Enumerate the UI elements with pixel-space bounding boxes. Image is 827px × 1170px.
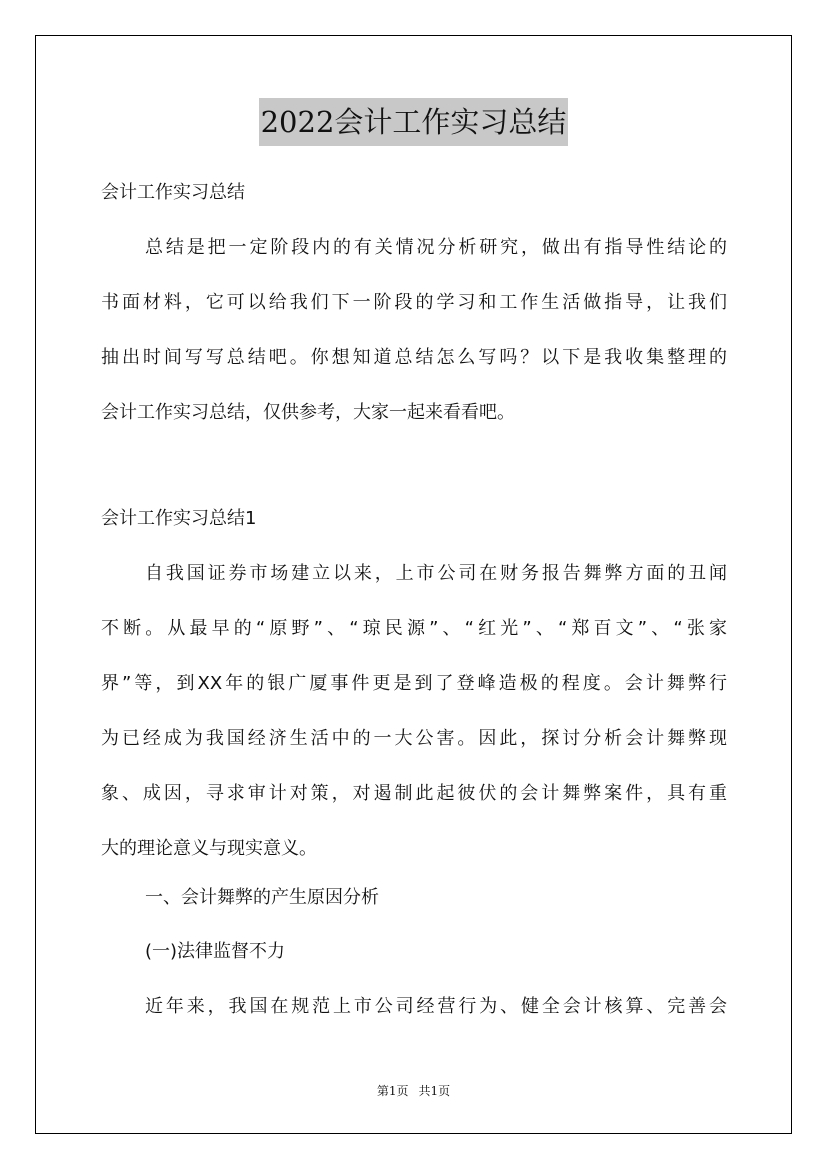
paragraph-line: 不断。从最早的“原野”、“琼民源”、“红光”、“郑百文”、“张家: [101, 618, 727, 639]
paragraph-line: 近年来，我国在规范上市公司经营行为、健全会计核算、完善会: [145, 996, 727, 1017]
title-container: [0, 98, 827, 146]
paragraph-line: 象、成因，寻求审计对策，对遏制此起彼伏的会计舞弊案件，具有重: [101, 783, 727, 804]
page-total: 共1页: [418, 1084, 451, 1098]
paragraph-line: 抽出时间写写总结吧。你想知道总结怎么写吗？以下是我收集整理的: [101, 347, 727, 368]
paragraph-line: 界”等，到XX年的银广厦事件更是到了登峰造极的程度。会计舞弊行: [101, 673, 727, 694]
paragraph-line: 自我国证券市场建立以来，上市公司在财务报告舞弊方面的丑闻: [145, 563, 727, 584]
page-number: 第1页: [376, 1084, 409, 1098]
paragraph-line: 书面材料，它可以给我们下一阶段的学习和工作生活做指导，让我们: [101, 292, 727, 313]
paragraph-line: 大的理论意义与现实意义。: [101, 838, 317, 859]
document-title: 2022会计工作实习总结: [259, 98, 569, 146]
outline-heading: 一、会计舞弊的产生原因分析: [145, 887, 379, 908]
page-footer: [0, 1082, 827, 1099]
outline-subheading: (一)法律监督不力: [145, 941, 286, 962]
paragraph-line: 会计工作实习总结，仅供参考，大家一起来看看吧。: [101, 402, 515, 423]
subsection-heading: 会计工作实习总结1: [101, 508, 257, 529]
section-heading: 会计工作实习总结: [101, 182, 245, 203]
paragraph-line: 为已经成为我国经济生活中的一大公害。因此，探讨分析会计舞弊现: [101, 728, 727, 749]
paragraph-line: 总结是把一定阶段内的有关情况分析研究，做出有指导性结论的: [145, 237, 727, 258]
